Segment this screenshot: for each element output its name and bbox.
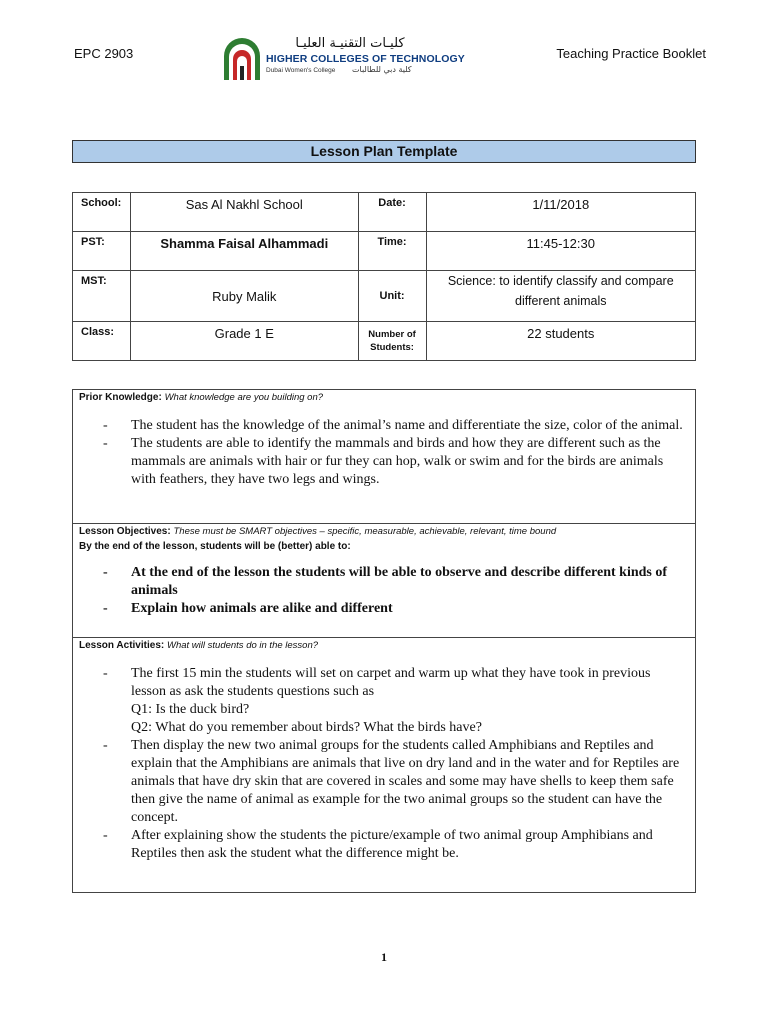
- pst-value: Shamma Faisal Alhammadi: [130, 232, 358, 271]
- objectives-heading: Lesson Objectives:: [79, 526, 171, 537]
- class-label: Class:: [73, 322, 131, 361]
- question-1: Q1: Is the duck bird?: [131, 702, 250, 717]
- logo-english-name: HIGHER COLLEGES OF TECHNOLOGY: [266, 53, 465, 65]
- list-item: - At the end of the lesson the students will be able to observe and describe different kinds of animals: [103, 565, 668, 598]
- course-code: EPC 2903: [74, 46, 134, 61]
- question-2: Q2: What do you remember about birds? What the birds have?: [131, 720, 482, 735]
- lesson-info-table: [72, 192, 696, 361]
- school-label: School:: [73, 193, 131, 232]
- logo-campus: Dubai Women's College: [266, 67, 336, 74]
- activities-heading: Lesson Activities:: [79, 640, 165, 651]
- unit-label: Unit:: [358, 271, 426, 322]
- mst-value: Ruby Malik: [130, 271, 358, 322]
- list-item: - After explaining show the students the picture/example of two animal group Amphibians and Reptiles then ask the student what the difference might be.: [103, 828, 653, 861]
- activities-section: [73, 638, 695, 892]
- list-item: - Then display the new two animal groups for the students called Amphibians and Reptiles and explain that the Amphibians are animals that live on dry land and in the water and for Reptiles are animals that have dry skin that are covered in scales and some may have shells to keep them safe then give the name of animal as example for the two animal groups so the student can have the concept.: [103, 738, 680, 825]
- time-label: Time:: [358, 232, 426, 271]
- objectives-section: [73, 524, 695, 638]
- page-title: Lesson Plan Template: [72, 140, 696, 163]
- objectives-subheading: By the end of the lesson, students will be (better) able to:: [79, 541, 351, 552]
- students-label: Number of Students:: [358, 322, 426, 361]
- list-item: - Explain how animals are alike and different: [103, 601, 393, 616]
- pst-label: PST:: [73, 232, 131, 271]
- logo-arabic-campus: كلية دبي للطالبات: [352, 65, 412, 74]
- hct-logo: [220, 36, 465, 82]
- logo-arabic-name: كليـات التقنيـة العليـا: [295, 36, 405, 51]
- time-value: 11:45-12:30: [426, 232, 696, 271]
- prior-knowledge-section: [73, 390, 695, 524]
- mst-label: MST:: [73, 271, 131, 322]
- date-value: 1/11/2018: [426, 193, 696, 232]
- list-item: - The students are able to identify the mammals and birds and how they are different such as the mammals are animals with hair or fur they can hop, walk or swim and for the birds are animals with feathers, they have two legs and wings.: [103, 436, 664, 487]
- list-item: - The student has the knowledge of the animal’s name and differentiate the size, color of the animal.: [103, 418, 683, 433]
- students-value: 22 students: [426, 322, 696, 361]
- activities-hint: What will students do in the lesson?: [167, 640, 319, 651]
- page-number: 1: [381, 950, 387, 964]
- booklet-title: Teaching Practice Booklet: [556, 46, 706, 61]
- school-value: Sas Al Nakhl School: [130, 193, 358, 232]
- objectives-hint: These must be SMART objectives – specific, measurable, achievable, relevant, time bound: [173, 526, 557, 537]
- hct-emblem-icon: [220, 36, 264, 80]
- date-label: Date:: [358, 193, 426, 232]
- prior-hint: What knowledge are you building on?: [164, 392, 324, 403]
- class-value: Grade 1 E: [130, 322, 358, 361]
- list-item: - The first 15 min the students will set on carpet and warm up what they have took in previous lesson as ask the students questions such as Q1: Is the duck bird? Q2: What do you remember about birds? What the birds have?: [103, 666, 651, 735]
- lesson-sections: [72, 389, 696, 893]
- prior-heading: Prior Knowledge:: [79, 392, 162, 403]
- unit-value: Science: to identify classify and compare different animals: [426, 271, 696, 322]
